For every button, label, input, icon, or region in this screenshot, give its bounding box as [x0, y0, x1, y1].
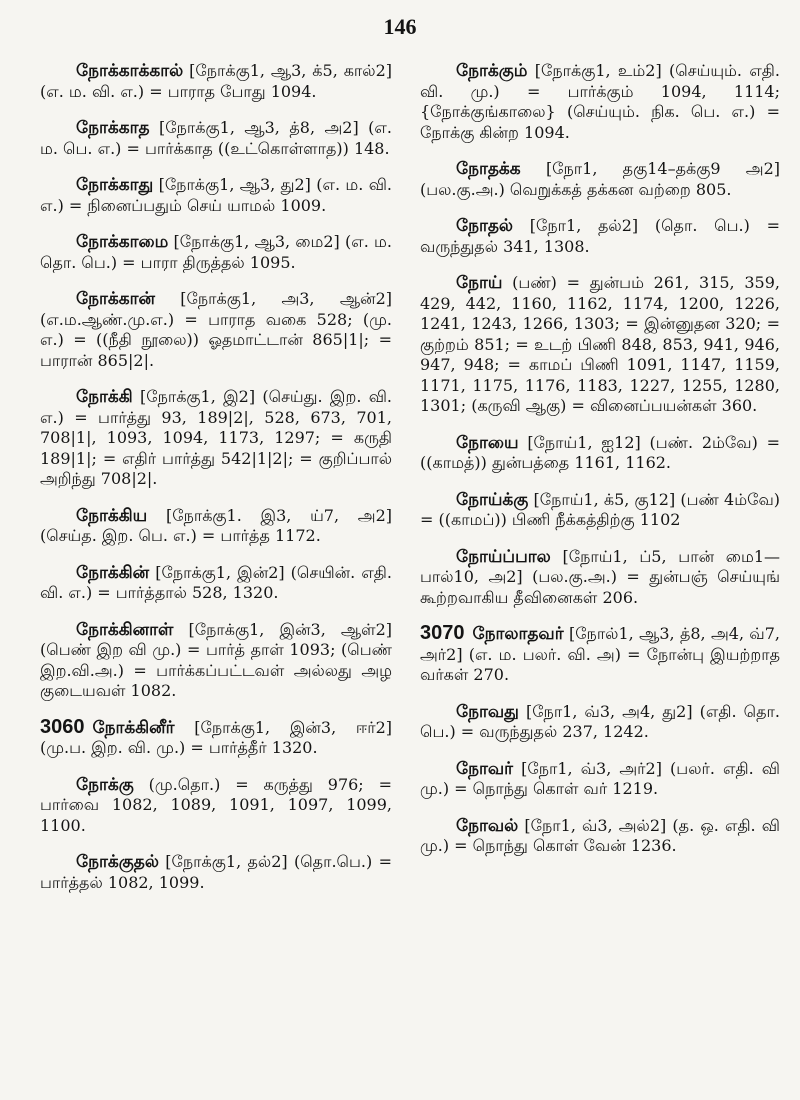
- headword: நோலாதவர்: [472, 624, 564, 644]
- dictionary-entry: [420, 701, 780, 743]
- entry-body: [நோ1, தகு14–தக்கு9 அ2] (பல.கு.அ.) வெறுக்கத் தக்கன வற்றை 805.: [420, 159, 780, 199]
- dictionary-entry: [40, 174, 392, 216]
- entry-body: [நோய்1, ஐ12] (பண். 2ம்வே) = ((காமத்)) துன்பத்தை 1161, 1162.: [420, 432, 781, 472]
- entry-body: [நோய்1, ப்5, பான் மை1—பால்10, அ2] (பல.கு.அ.) = துன்பஞ் செய்யுங் கூற்றவாகிய தீவினைகள் 206.: [420, 546, 780, 607]
- dictionary-entry: [420, 432, 780, 474]
- entry-body: [நோ1, தல்2] (தொ. பெ.) = வருந்துதல் 341, 1308.: [420, 216, 780, 256]
- dictionary-entry: [40, 619, 392, 702]
- entry-body: [நோ1, வ்3, அல்2] (த. ஒ. எதி. வி மு.) = நொந்து கொள் வேன் 1236.: [420, 815, 780, 855]
- entry-body: [நோக்கு1, இ2] (செய்து. இற. வி. எ.) = பார்த்து 93, 189|2|, 528, 673, 701, 708|1|, 1093, 1094, 1173, 1297; = கருதி 189|1|; = எதிர் பார்த்து 542|1|2|; = குறிப்பால் அறிந்து 708|2|.: [40, 387, 392, 488]
- entry-body: [நோக்கு1, உம்2] (செய்யும். எதி. வி. மு.) = பார்க்கும் 1094, 1114; {நோக்குங்காலை} (செய்யும். நிக. பெ. எ.) = நோக்கு கின்ற 1094.: [420, 61, 780, 142]
- headword: நோக்கும்: [456, 61, 528, 81]
- headword: நோய்க்கு: [456, 489, 529, 510]
- headword: நோக்கினாள்: [76, 619, 174, 640]
- headword: நோக்கிய: [76, 505, 148, 526]
- dictionary-entry: [420, 272, 780, 417]
- dictionary-entry: [40, 231, 392, 273]
- entry-body: (மு.தொ.) = கருத்து 976; = பார்வை 1082, 1089, 1091, 1097, 1099, 1100.: [40, 774, 392, 835]
- headword: நோய்ப்பால: [456, 546, 551, 567]
- headword: நோக்காத: [76, 118, 150, 138]
- dictionary-entry: [40, 60, 392, 102]
- dictionary-entry: [40, 288, 392, 371]
- headword: நோவது: [456, 701, 519, 722]
- headword: நோக்காது: [76, 175, 154, 195]
- headword: நோதக்க: [456, 159, 521, 179]
- headword: நோக்கினீர்: [92, 717, 175, 738]
- headword: நோக்காக்கால்: [76, 61, 184, 81]
- dictionary-entry: [40, 386, 392, 490]
- dictionary-entry: [420, 60, 780, 143]
- left-column: [40, 60, 392, 908]
- entry-number: 3070: [420, 622, 465, 644]
- entry-body: [நோக்கு1, ஆ3, மை2] (எ. ம. தொ. பெ.) = பாரா திருத்தல் 1095.: [40, 232, 392, 272]
- dictionary-entry: [40, 505, 392, 547]
- dictionary-entry: [420, 758, 780, 800]
- headword: நோயை: [456, 432, 519, 453]
- right-column: [420, 60, 780, 872]
- entry-body: [நோக்கு1, ஆ3, த்8, அ2] (எ. ம. பெ. எ.) = பார்க்காத ((உட்கொள்ளாத)) 148.: [40, 118, 392, 158]
- headword: நோதல்: [456, 216, 514, 236]
- dictionary-entry: [420, 815, 780, 857]
- entry-body: [நோக்கு1, தல்2] (தொ.பெ.) = பார்த்தல் 1082, 1099.: [40, 852, 392, 892]
- headword: நோக்கு: [76, 774, 134, 795]
- headword: நோவல்: [456, 815, 519, 836]
- dictionary-entry: [420, 158, 780, 200]
- entry-body: [நோக்கு1, ஆ3, து2] (எ. ம. வி. எ.) = நினைப்பதும் செய் யாமல் 1009.: [40, 175, 392, 215]
- entry-body: [நோக்கு1, இன்2] (செயின். எதி. வி. எ.) = பார்த்தால் 528, 1320.: [40, 562, 392, 602]
- entry-number: 3060: [40, 715, 85, 738]
- headword: நோக்கான்: [76, 289, 155, 309]
- dictionary-entry: [420, 546, 780, 609]
- entry-body: [நோக்கு1, இன்3, ஆள்2] (பெண் இற வி மு.) = பார்த் தாள் 1093; (பெண் இற.வி.அ.) = பார்க்கப்பட்டவள் அல்லது அழ குடையவள் 1082.: [40, 619, 392, 700]
- entry-body: [நோக்கு1, இன்3, ஈர்2] (மு.ப. இற. வி. மு.) = பார்த்தீர் 1320.: [40, 717, 392, 757]
- dictionary-entry: [40, 117, 392, 159]
- entry-body: [நோய்1, க்5, கு12] (பண் 4ம்வே) = ((காமப்)) பிணி நீக்கத்திற்கு 1102: [420, 489, 780, 529]
- headword: நோக்கின்: [76, 562, 150, 583]
- dictionary-entry: [420, 215, 780, 257]
- headword: நோவர்: [456, 758, 514, 779]
- headword: நோய்: [456, 273, 503, 293]
- dictionary-entry: [40, 774, 392, 837]
- entry-body: [நோக்கு1. இ3, ய்7, அ2] (செய்த. இற. பெ. எ.) = பார்த்த 1172.: [40, 505, 392, 545]
- dictionary-entry: [40, 717, 392, 759]
- headword: நோக்காமை: [76, 232, 169, 252]
- entry-body: [நோல்1, ஆ3, த்8, அ4, வ்7, அர்2] (எ. ம. பலர். வி. அ) = நோன்பு இயற்றாத வர்கள் 270.: [420, 624, 780, 684]
- dictionary-entry: [40, 562, 392, 604]
- dictionary-entry: [420, 623, 780, 686]
- headword: நோக்கி: [76, 387, 133, 407]
- entry-body: [நோக்கு1, ஆ3, க்5, கால்2] (எ. ம. வி. எ.) = பாராத போது 1094.: [40, 61, 392, 101]
- dictionary-entry: [420, 489, 780, 531]
- entry-body: (பண்) = துன்பம் 261, 315, 359, 429, 442, 1160, 1162, 1174, 1200, 1226, 1241, 1243, 1266, 1303; = இன்னுதன 320; = குற்றம் 851; = உடற் பிணி 848, 853, 941, 946, 947, 948; = காமப் பிணி 1091, 1147, 1159, 1171, 1175, 1176, 1183, 1227, 1255, 1280, 1301; (கருவி ஆகு) = வினைப்பயன்கள் 360.: [420, 273, 780, 415]
- headword: நோக்குதல்: [76, 852, 159, 872]
- entry-body: [நோக்கு1, அ3, ஆன்2] (எ.ம.ஆண்.மு.எ.) = பாராத வகை 528; (மு. எ.) = ((நீதி நூலை)) ஓதமாட்டான் 865|1|; = பாரான் 865|2|.: [40, 289, 392, 370]
- entry-body: [நோ1, வ்3, அ4, து2] (எதி. தொ. பெ.) = வருந்துதல் 237, 1242.: [420, 701, 780, 741]
- page-number: 146: [383, 14, 417, 39]
- dictionary-entry: [40, 851, 392, 893]
- entry-body: [நோ1, வ்3, அர்2] (பலர். எதி. வி மு.) = நொந்து கொள் வர் 1219.: [420, 758, 780, 798]
